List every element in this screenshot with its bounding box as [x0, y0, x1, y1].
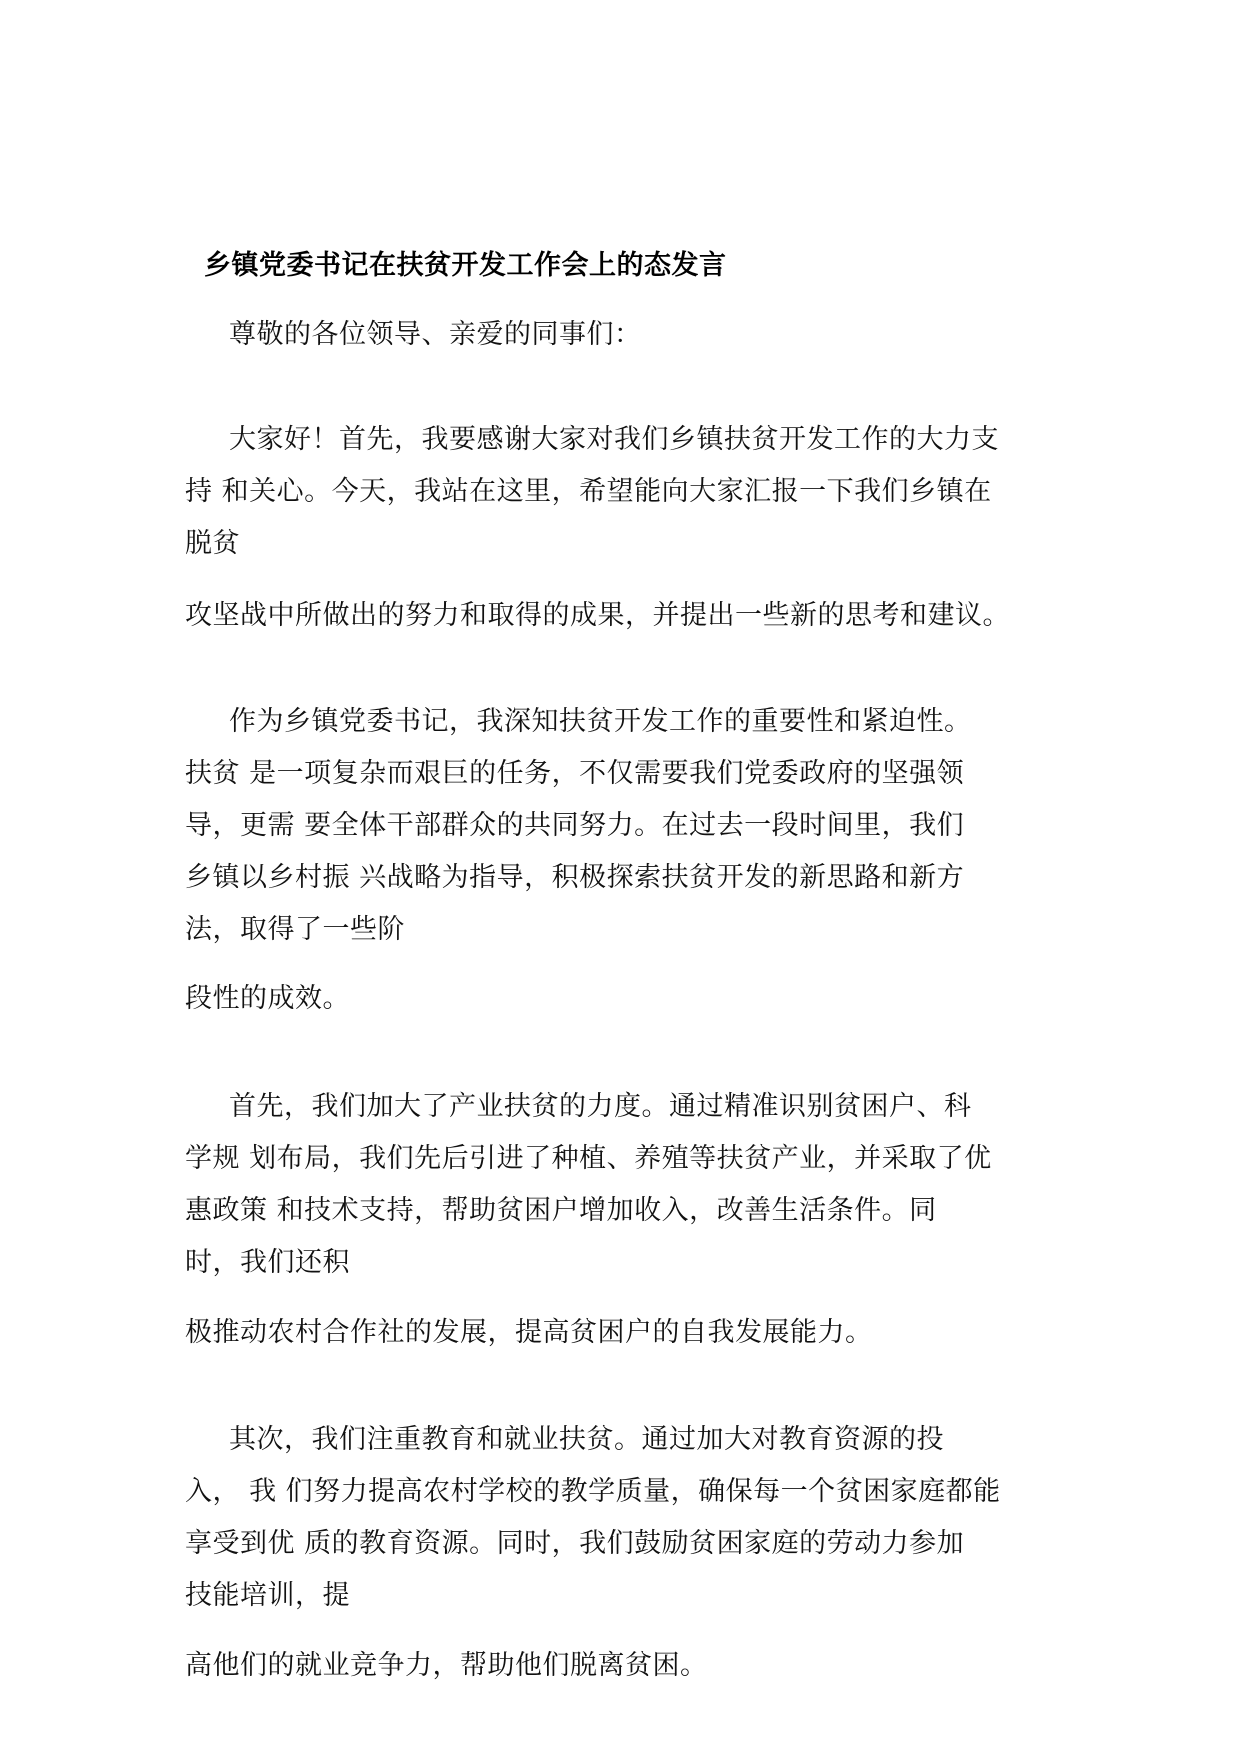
paragraph-line: 大家好！首先，我要感谢大家对我们乡镇扶贫开发工作的大力支 — [229, 424, 999, 455]
paragraph-line: 时，我们还积 — [185, 1247, 350, 1278]
paragraph-line: 享受到优 质的教育资源。同时，我们鼓励贫困家庭的劳动力参加 — [185, 1528, 965, 1559]
paragraph-line: 首先，我们加大了产业扶贫的力度。通过精准识别贫困户、科 — [229, 1091, 972, 1122]
paragraph-line: 持 和关心。今天，我站在这里，希望能向大家汇报一下我们乡镇在 — [185, 476, 992, 507]
paragraph-line: 导，更需 要全体干部群众的共同努力。在过去一段时间里，我们 — [185, 810, 965, 841]
paragraph-line: 高他们的就业竞争力，帮助他们脱离贫困。 — [185, 1650, 708, 1681]
paragraph-line: 作为乡镇党委书记，我深知扶贫开发工作的重要性和紧迫性。 — [229, 706, 972, 737]
paragraph-line: 乡镇以乡村振 兴战略为指导，积极探索扶贫开发的新思路和新方 — [185, 862, 965, 893]
paragraph-line: 攻坚战中所做出的努力和取得的成果，并提出一些新的思考和建议。 — [185, 600, 1010, 631]
paragraph-line: 段性的成效。 — [185, 983, 350, 1014]
paragraph-line: 法，取得了一些阶 — [185, 914, 405, 945]
paragraph-line: 极推动农村合作社的发展，提高贫困户的自我发展能力。 — [185, 1317, 873, 1348]
paragraph-line: 学规 划布局，我们先后引进了种植、养殖等扶贫产业，并采取了优 — [185, 1143, 992, 1174]
document-title: 乡镇党委书记在扶贫开发工作会上的态发言 — [204, 250, 727, 281]
paragraph-line: 技能培训，提 — [185, 1580, 350, 1611]
paragraph-line: 脱贫 — [185, 528, 240, 559]
paragraph-line: 扶贫 是一项复杂而艰巨的任务，不仅需要我们党委政府的坚强领 — [185, 758, 965, 789]
salutation: 尊敬的各位领导、亲爱的同事们： — [229, 319, 642, 350]
paragraph-line: 惠政策 和技术支持，帮助贫困户增加收入，改善生活条件。同 — [185, 1195, 937, 1226]
paragraph-line: 入， 我 们努力提高农村学校的教学质量，确保每一个贫困家庭都能 — [185, 1476, 1001, 1507]
paragraph-line: 其次，我们注重教育和就业扶贫。通过加大对教育资源的投 — [229, 1424, 944, 1455]
